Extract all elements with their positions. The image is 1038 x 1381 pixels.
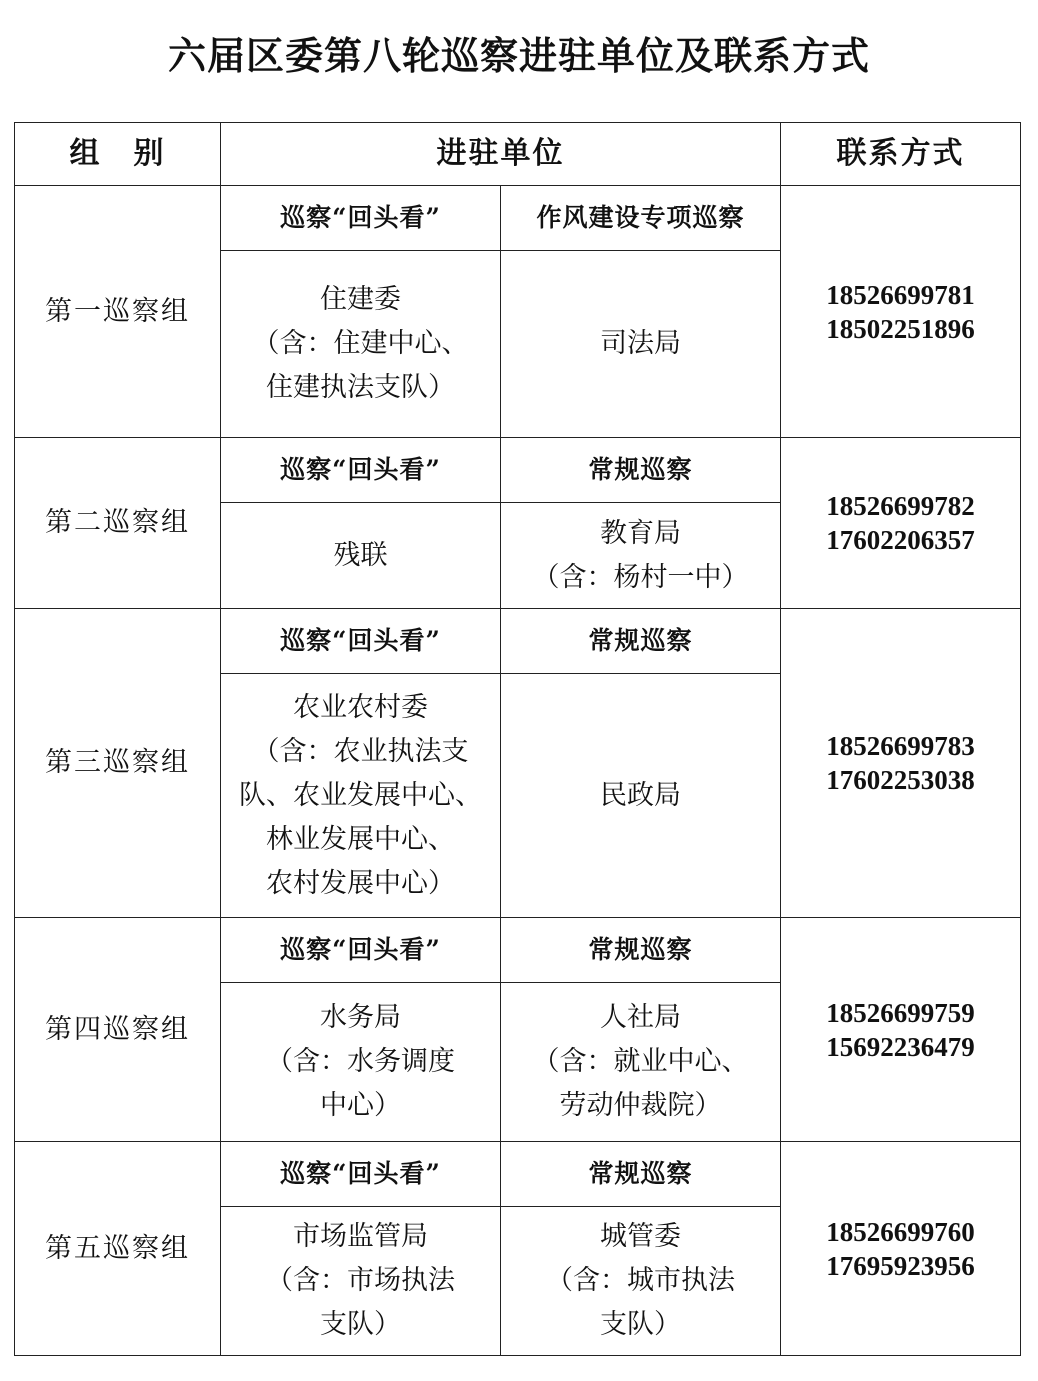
phone-number: 17602253038 [826,765,975,795]
unit-line: 人社局 [600,1002,681,1033]
table-row [15,186,1021,251]
contact-phones [781,609,1021,918]
unit-line: 住建执法支队） [266,372,455,403]
unit-a [221,503,501,609]
phone-number: 18526699781 [826,279,975,310]
inspection-type-b: 常规巡察 [501,438,781,503]
header-group: 组 别 [15,123,221,186]
inspection-type-a: 巡察“回头看” [221,1142,501,1207]
inspection-type-b: 常规巡察 [501,918,781,983]
unit-line: 农业农村委 [293,691,428,723]
inspection-type-a: 巡察“回头看” [221,609,501,674]
unit-a [221,983,501,1142]
unit-b [501,251,781,438]
table-row [15,438,1021,503]
unit-b [501,983,781,1142]
unit-line: （含：住建中心、 [252,328,469,359]
unit-a [221,1207,501,1356]
contact-phones [781,918,1021,1142]
unit-b [501,1207,781,1356]
header-row [15,123,1021,186]
unit-a [221,674,501,918]
table-row [15,1142,1021,1207]
phone-number: 15692236479 [826,1031,975,1062]
group-name: 第三巡察组 [15,609,221,918]
unit-line: 劳动仲裁院） [559,1090,722,1121]
unit-line: 支队） [600,1309,681,1340]
unit-line: 住建委 [320,284,401,315]
contact-phones [781,438,1021,609]
table-row [15,918,1021,983]
phone-number: 18526699782 [826,491,975,521]
inspection-type-a: 巡察“回头看” [221,918,501,983]
phone-number: 17695923956 [826,1250,975,1281]
unit-line: 农村发展中心） [266,867,455,899]
unit-b [501,503,781,609]
unit-a [221,251,501,438]
unit-line: 市场监管局 [293,1221,428,1252]
unit-line: 城管委 [600,1221,681,1252]
unit-line: （含：水务调度 [266,1046,455,1077]
header-units: 进驻单位 [221,123,781,186]
table-row [15,609,1021,674]
unit-line: 残联 [333,539,388,571]
unit-line: 水务局 [320,1002,401,1033]
inspection-type-b: 常规巡察 [501,609,781,674]
phone-number: 18526699759 [826,997,975,1028]
phone-number: 17602206357 [826,525,975,555]
group-name: 第四巡察组 [15,918,221,1142]
unit-b [501,674,781,918]
unit-line: 民政局 [600,779,681,811]
unit-line: 支队） [320,1309,401,1340]
phone-number: 18526699760 [826,1216,975,1247]
inspection-type-a: 巡察“回头看” [221,186,501,251]
unit-line: （含：就业中心、 [532,1046,749,1077]
group-name: 第二巡察组 [15,438,221,609]
group-name: 第五巡察组 [15,1142,221,1356]
unit-line: 司法局 [600,328,681,359]
inspection-table [14,122,1021,1356]
unit-line: （含：城市执法 [546,1265,735,1296]
phone-number: 18526699783 [826,731,975,761]
header-contact: 联系方式 [781,123,1021,186]
table-body [15,186,1021,1356]
phone-number: 18502251896 [826,313,975,344]
unit-line: （含：市场执法 [266,1265,455,1296]
unit-line: （含：杨村一中） [532,561,749,593]
group-name: 第一巡察组 [15,186,221,438]
contact-phones [781,186,1021,438]
inspection-type-a: 巡察“回头看” [221,438,501,503]
unit-line: （含：农业执法支 [252,735,469,767]
page-title: 六届区委第八轮巡察进驻单位及联系方式 [167,33,870,78]
unit-line: 队、农业发展中心、 [239,779,482,811]
unit-line: 林业发展中心、 [266,823,455,855]
inspection-type-b: 常规巡察 [501,1142,781,1207]
unit-line: 中心） [320,1090,401,1121]
unit-line: 教育局 [600,517,681,549]
contact-phones [781,1142,1021,1356]
inspection-type-b: 作风建设专项巡察 [501,186,781,251]
